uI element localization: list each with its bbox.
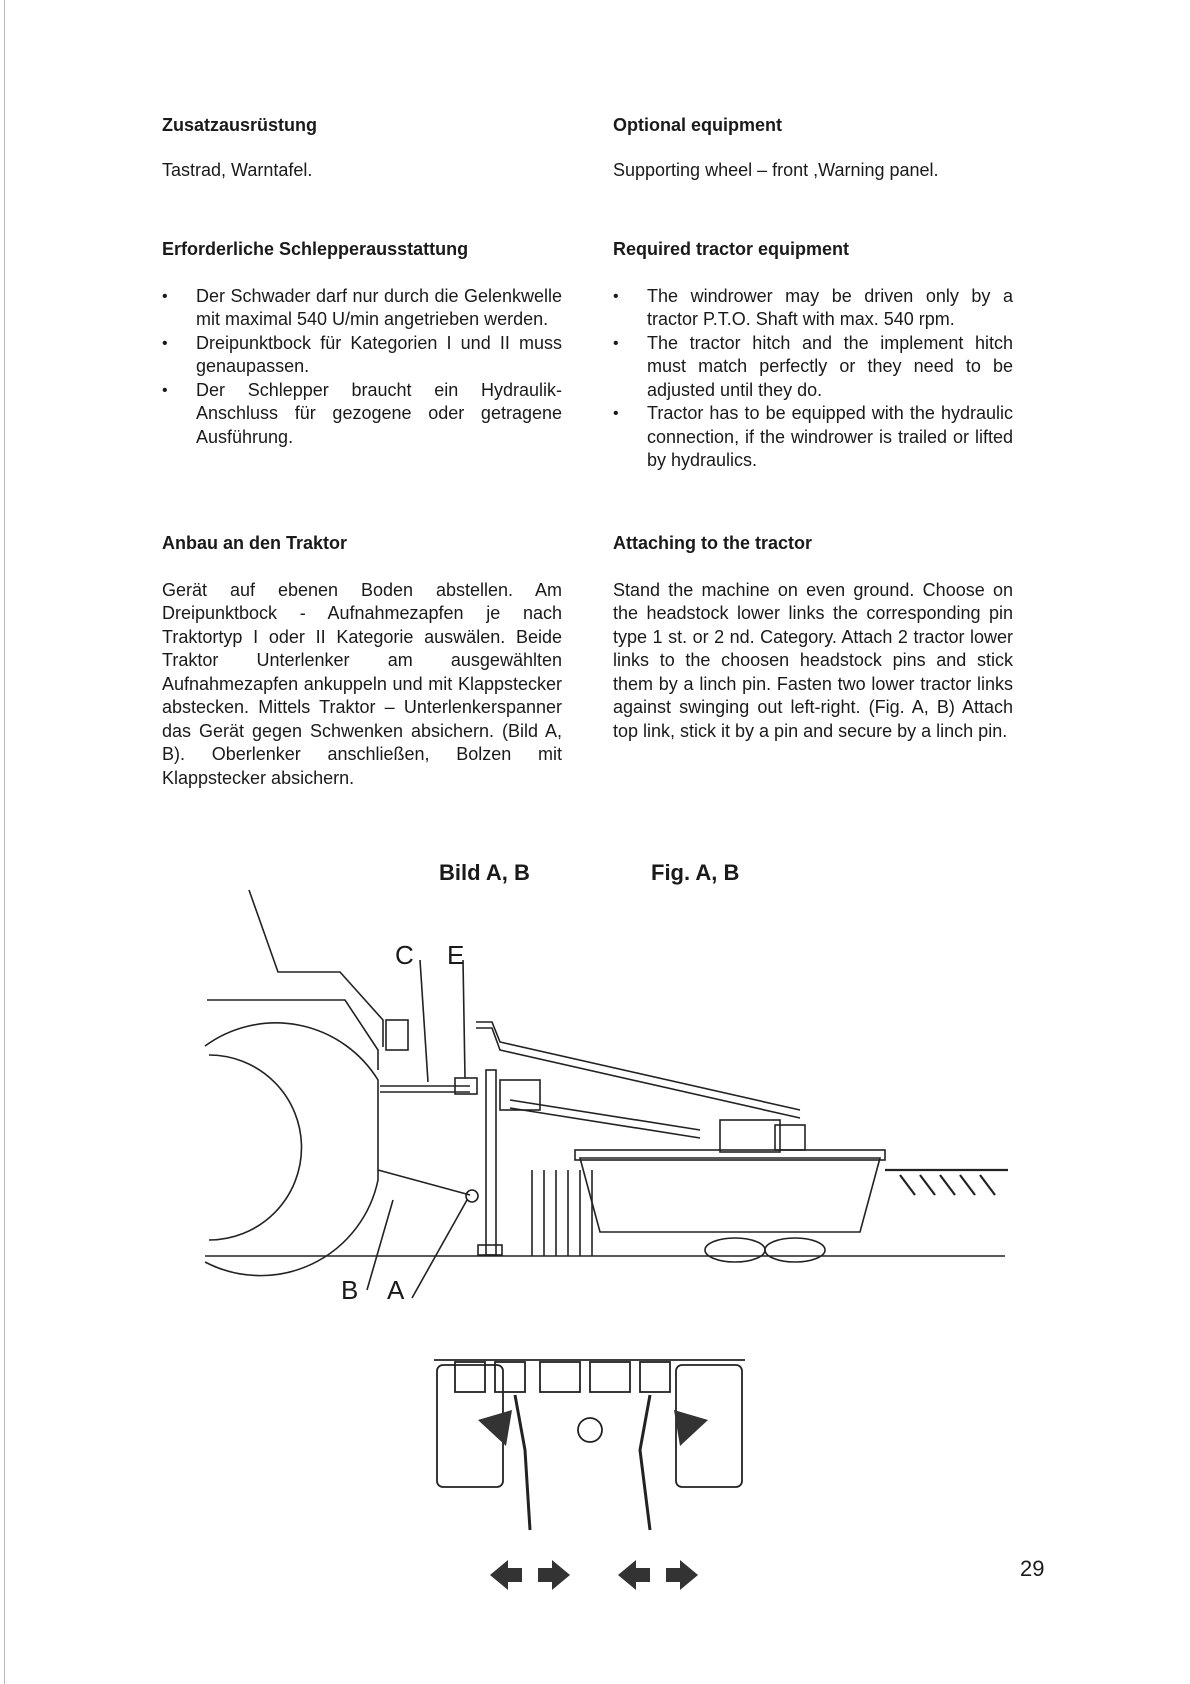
german-optional-text: Tastrad, Warntafel. [162, 159, 313, 180]
label-e: E [447, 940, 465, 970]
german-optional-heading: Zusatzausrüstung [162, 115, 318, 135]
german-required-heading: Erforderliche Schlepperausstattung [162, 239, 469, 259]
english-optional-heading: Optional equipment [613, 115, 782, 135]
figure-label-english: Fig. A, B [651, 860, 740, 885]
list-item: • Tractor has to be equipped with the hydraulic connection, if the windrower is trailed or lifted by hydraulics. [613, 402, 1013, 473]
list-item: • The tractor hitch and the implement hitch must match perfectly or they need to be adjusted until they do. [613, 332, 1013, 403]
arrow-pointers [478, 1410, 708, 1446]
list-item: • The windrower may be driven only by a tractor P.T.O. Shaft with max. 540 rpm. [613, 285, 1013, 332]
label-a: A [387, 1275, 405, 1305]
german-attach-text: Gerät auf ebenen Boden abstellen. Am Dreipunktbock - Aufnahmezapfen je nach Traktortyp I oder II Kategorie auswälen. Beide Traktor Unterlenker am ausgewählten Aufnahmezapfen ankuppeln und mit Klappstecker abstecken. Mittels Traktor – Unterlenkerspanner das Gerät gegen Schwenken absichern. (Bild A, B). Oberlenker anschließen, Bolzen mit Klappstecker absichern. [162, 579, 562, 788]
figure-label-german: Bild A, B [439, 860, 530, 885]
english-required-heading: Required tractor equipment [613, 239, 850, 259]
label-b: B [341, 1275, 359, 1305]
pto-coupling [578, 1418, 602, 1442]
list-item: • Der Schlepper braucht ein Hydraulik-Anschluss für gezogene oder getragene Ausführung. [162, 379, 562, 450]
lower-links-top [515, 1395, 650, 1530]
page-number: 29 [1020, 1556, 1045, 1581]
english-attach-heading: Attaching to the tractor [613, 533, 813, 553]
english-attach-text: Stand the machine on even ground. Choose on the headstock lower links the corresponding pin type 1 st. or 2 nd. Category. Attach 2 tractor lower links to the choosen headstock pins and stick them by a linch pin. Fasten two lower tractor links against swinging out left-right. (Fig. A, B) Attach top link, stick it by a pin and secure by a linch pin. [613, 579, 1013, 741]
german-attach-heading: Anbau an den Traktor [162, 533, 348, 553]
english-optional-text: Supporting wheel – front ,Warning panel. [613, 159, 939, 180]
list-item: • Der Schwader darf nur durch die Gelenkwelle mit maximal 540 U/min angetrieben werden. [162, 285, 562, 332]
hitch-frame [455, 1362, 670, 1392]
label-c: C [395, 940, 414, 970]
swing-direction-arrows [490, 1560, 698, 1590]
list-item: • Dreipunktbock für Kategorien I und II muss genaupassen. [162, 332, 562, 379]
